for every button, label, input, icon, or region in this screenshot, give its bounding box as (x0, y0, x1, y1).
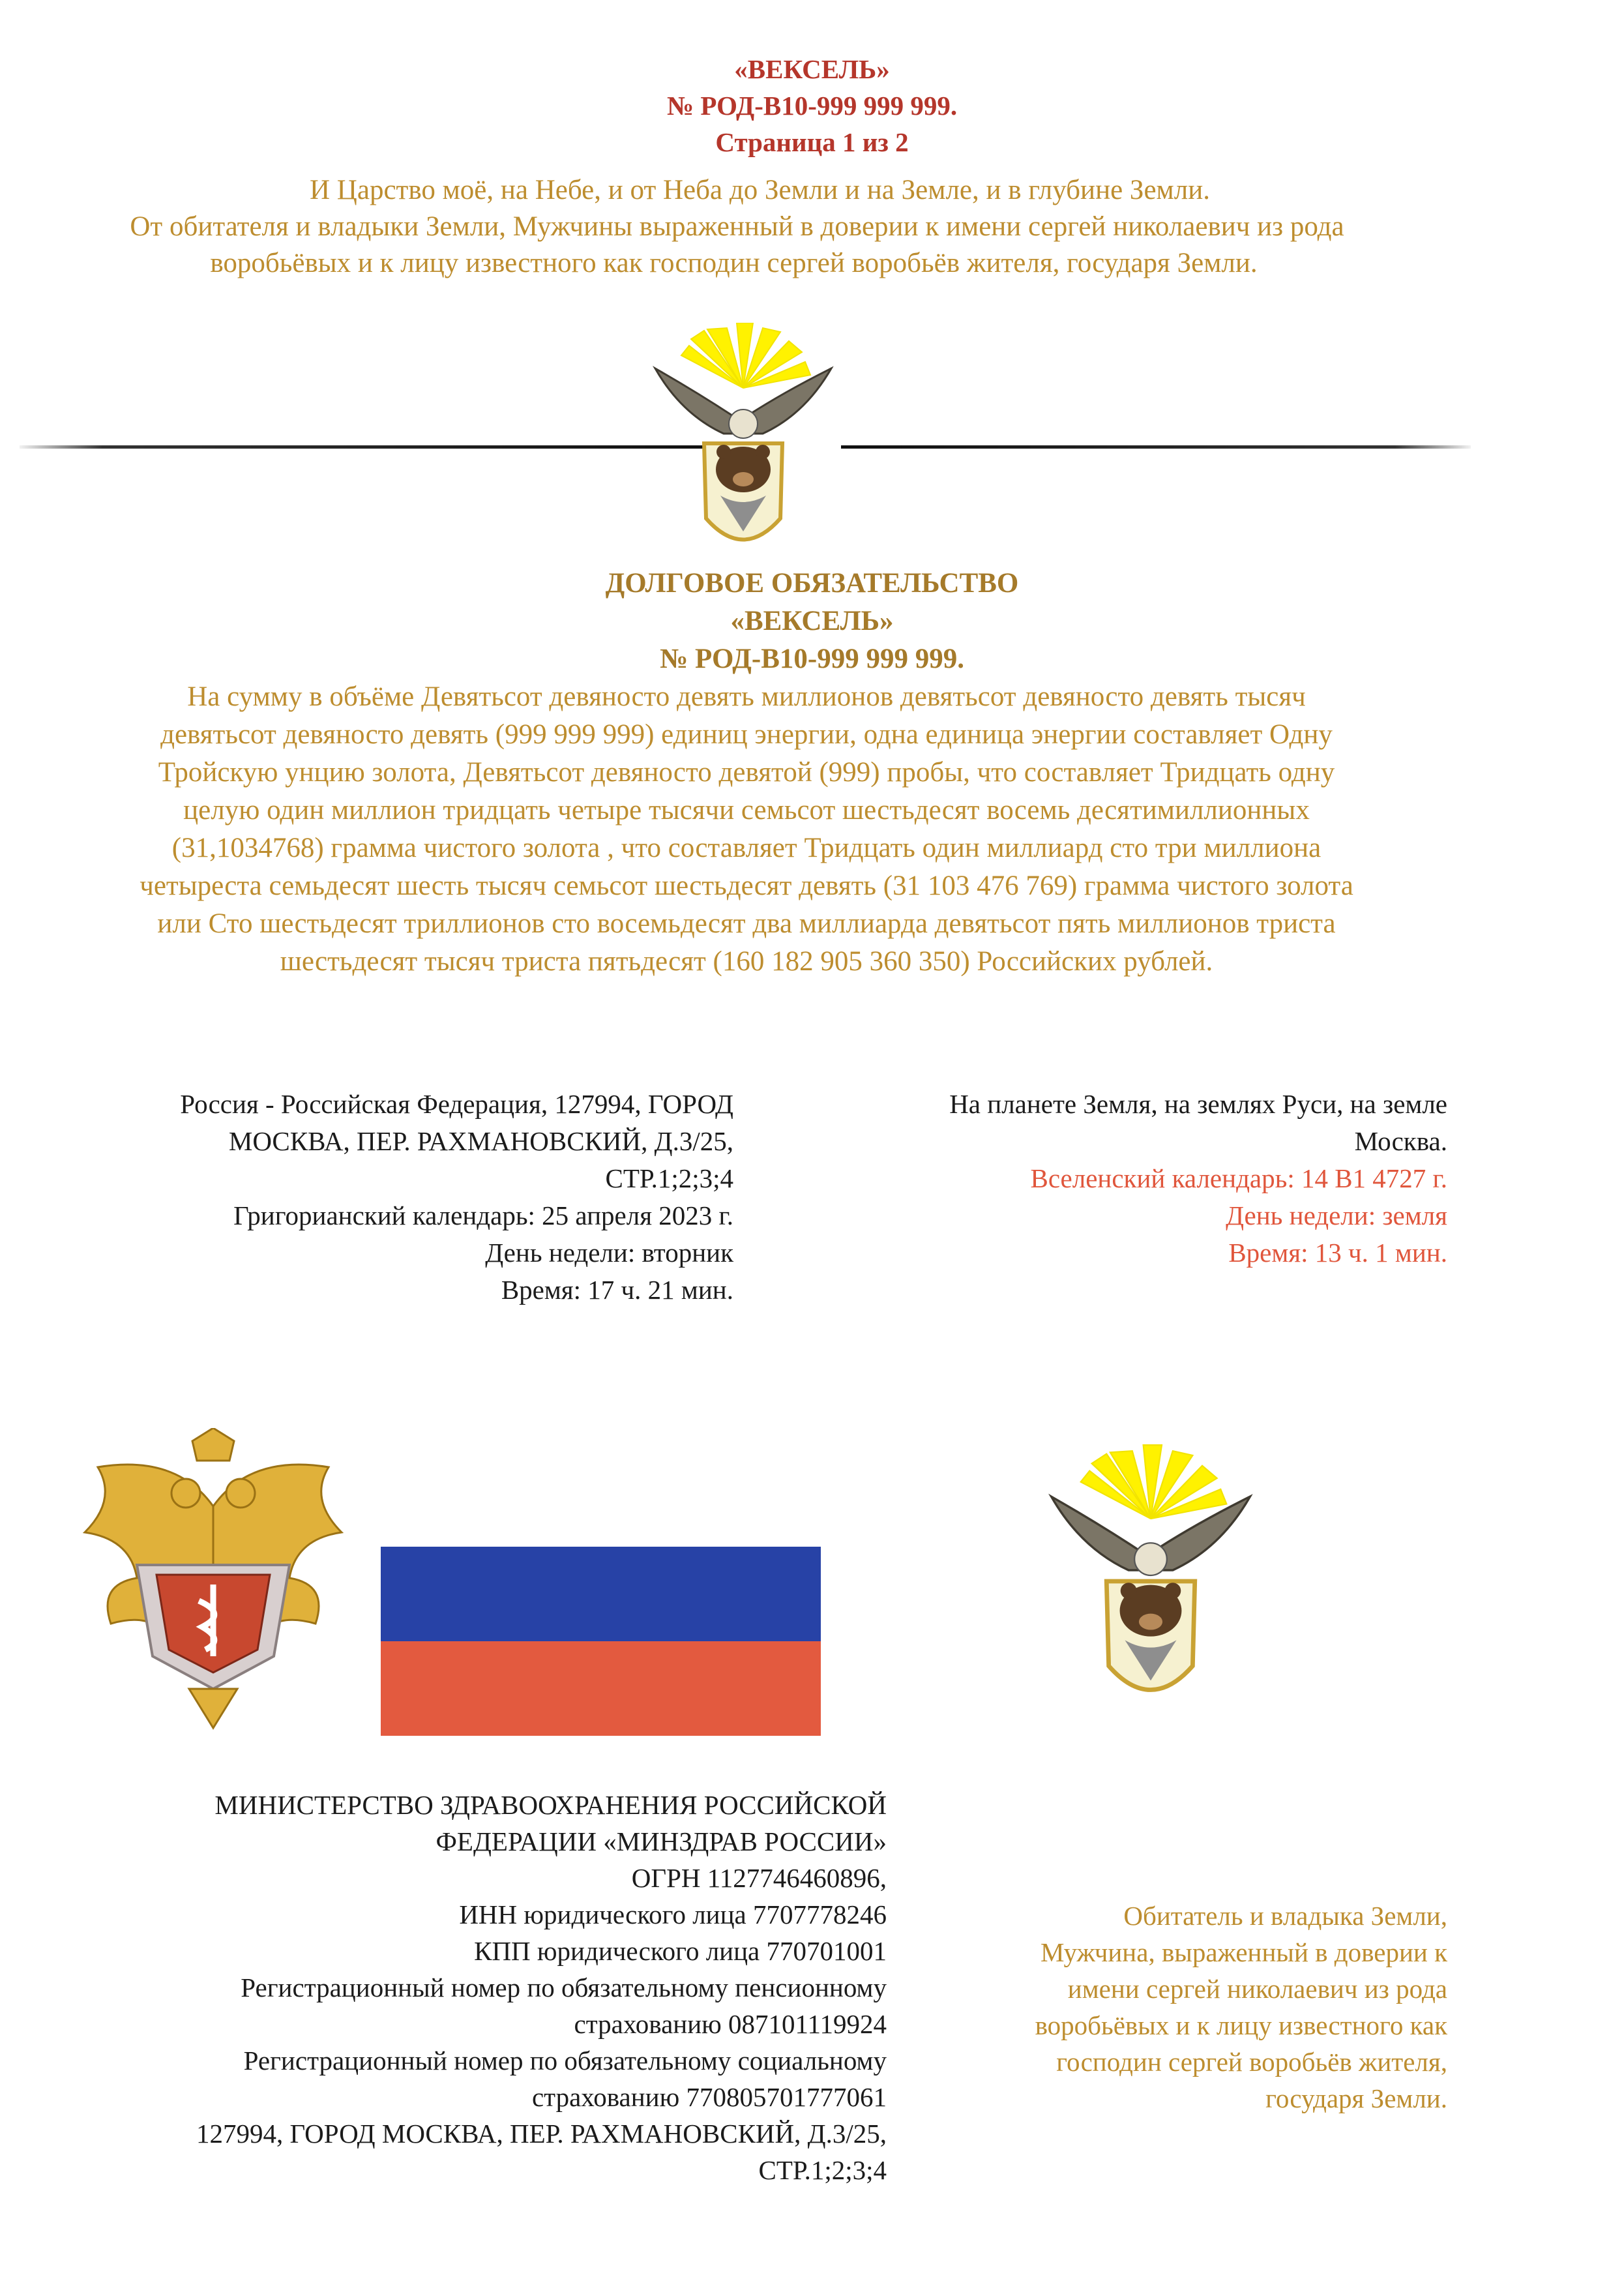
weekday: День недели: вторник (485, 1238, 733, 1268)
pension-registration-line: Регистрационный номер по обязательному пенсионному (241, 1972, 887, 2002)
owner-line: Мужчина, выраженный в доверии к (1041, 1937, 1447, 1967)
header-block (0, 51, 1624, 160)
place-left-block (39, 1086, 733, 1309)
page-indicator: Страница 1 из 2 (715, 127, 909, 157)
universal-calendar: Вселенский календарь: 14 В1 4727 г. (1030, 1163, 1447, 1193)
amount-line: целую один миллион тридцать четыре тысячи семьсот шестьдесят восемь десятимиллионных (183, 795, 1310, 826)
owner-line: воробьёвых и к лицу известного как (1035, 2010, 1447, 2040)
divider-right (841, 445, 1471, 449)
amount-line: (31,1034768) грамма чистого золота , что составляет Тридцать один миллиард сто три миллиона (171, 833, 1321, 863)
address-line: Россия - Российская Федерация, 127994, ГОРОД (180, 1089, 733, 1119)
weekday: День недели: земля (1226, 1200, 1447, 1230)
time: Время: 17 ч. 21 мин. (501, 1275, 733, 1305)
flag-stripe-blue (381, 1547, 821, 1641)
divider-left (20, 445, 711, 449)
ministry-address-line: СТР.1;2;3;4 (758, 2155, 887, 2185)
intro-line-1: И Царство моё, на Небе, и от Неба до Земли и на Земле, и в глубине Земли. (310, 175, 1210, 205)
eagle-bear-emblem-top (642, 323, 844, 564)
amount-line: Тройскую унцию золота, Девятьсот девяносто девятой (999) пробы, что составляет Тридцать одну (158, 757, 1335, 788)
eagle-bear-emblem-bottom (1037, 1421, 1265, 1741)
owner-line: имени сергей николаевич из рода (1067, 1974, 1447, 2004)
title-line-3: № РОД-В10-999 999 999. (660, 644, 964, 674)
ministry-address-line: 127994, ГОРОД МОСКВА, ПЕР. РАХМАНОВСКИЙ, Д.3/25, (196, 2119, 887, 2149)
title-line-2: «ВЕКСЕЛЬ» (730, 606, 894, 636)
owner-block (887, 1898, 1447, 2117)
intro-line-2: От обитателя и владыки Земли, Мужчины выраженный в доверии к имени сергей николаевич из рода (130, 211, 1344, 242)
ministry-name-line: МИНИСТЕРСТВО ЗДРАВООХРАНЕНИЯ РОССИЙСКОЙ (214, 1790, 887, 1820)
owner-line: Обитатель и владыка Земли, (1123, 1901, 1447, 1931)
address-line: СТР.1;2;3;4 (605, 1163, 733, 1193)
location-line: Москва. (1354, 1126, 1447, 1156)
kpp: КПП юридического лица 770701001 (474, 1936, 887, 1966)
amount-line: четыреста семьдесят шесть тысяч семьсот шестьдесят девять (31 103 476 769) грамма чистого золота (140, 871, 1353, 901)
russian-flag (381, 1547, 821, 1736)
owner-line: государя Земли. (1265, 2083, 1447, 2113)
amount-line: или Сто шестьдесят триллионов сто восемьдесят два миллиарда девятьсот пять миллионов триста (157, 908, 1336, 939)
doc-number: № РОД-В10-999 999 999. (666, 91, 958, 121)
amount-line: девятьсот девяносто девять (999 999 999) единиц энергии, одна единица энергии составляет Одну (160, 719, 1333, 750)
inn: ИНН юридического лица 7707778246 (459, 1899, 887, 1929)
ogrn: ОГРН 1127746460896, (631, 1863, 887, 1893)
address-line: МОСКВА, ПЕР. РАХМАНОВСКИЙ, Д.3/25, (228, 1126, 733, 1156)
pension-registration-number: страхованию 087101119924 (574, 2009, 887, 2039)
ministry-name-line: ФЕДЕРАЦИИ «МИНЗДРАВ РОССИИ» (436, 1826, 887, 1856)
owner-line: господин сергей воробьёв жителя, (1056, 2047, 1447, 2077)
location-line: На планете Земля, на землях Руси, на земле (949, 1089, 1447, 1119)
place-right-block (821, 1086, 1447, 1272)
amount-paragraph (20, 678, 1473, 981)
amount-line: шестьдесят тысяч триста пятьдесят (160 182 905 360 350) Российских рублей. (280, 946, 1213, 977)
doc-type: «ВЕКСЕЛЬ» (734, 54, 890, 84)
flag-stripe-red (381, 1641, 821, 1736)
intro-block (0, 172, 1624, 282)
ministry-coat-of-arms (59, 1428, 368, 1738)
social-registration-line: Регистрационный номер по обязательному социальному (243, 2046, 887, 2076)
ministry-details (39, 1787, 887, 2188)
gregorian-calendar: Григорианский календарь: 25 апреля 2023 г. (233, 1200, 733, 1230)
title-line-1: ДОЛГОВОЕ ОБЯЗАТЕЛЬСТВО (605, 568, 1019, 599)
social-registration-number: страхованию 770805701777061 (531, 2082, 887, 2112)
intro-line-3: воробьёвых и к лицу известного как господин сергей воробьёв жителя, государя Земли. (210, 248, 1258, 278)
time: Время: 13 ч. 1 мин. (1228, 1238, 1447, 1268)
title-block (0, 565, 1624, 678)
amount-line: На сумму в объёме Девятьсот девяносто девять миллионов девятьсот девяносто девять тысяч (187, 681, 1306, 712)
